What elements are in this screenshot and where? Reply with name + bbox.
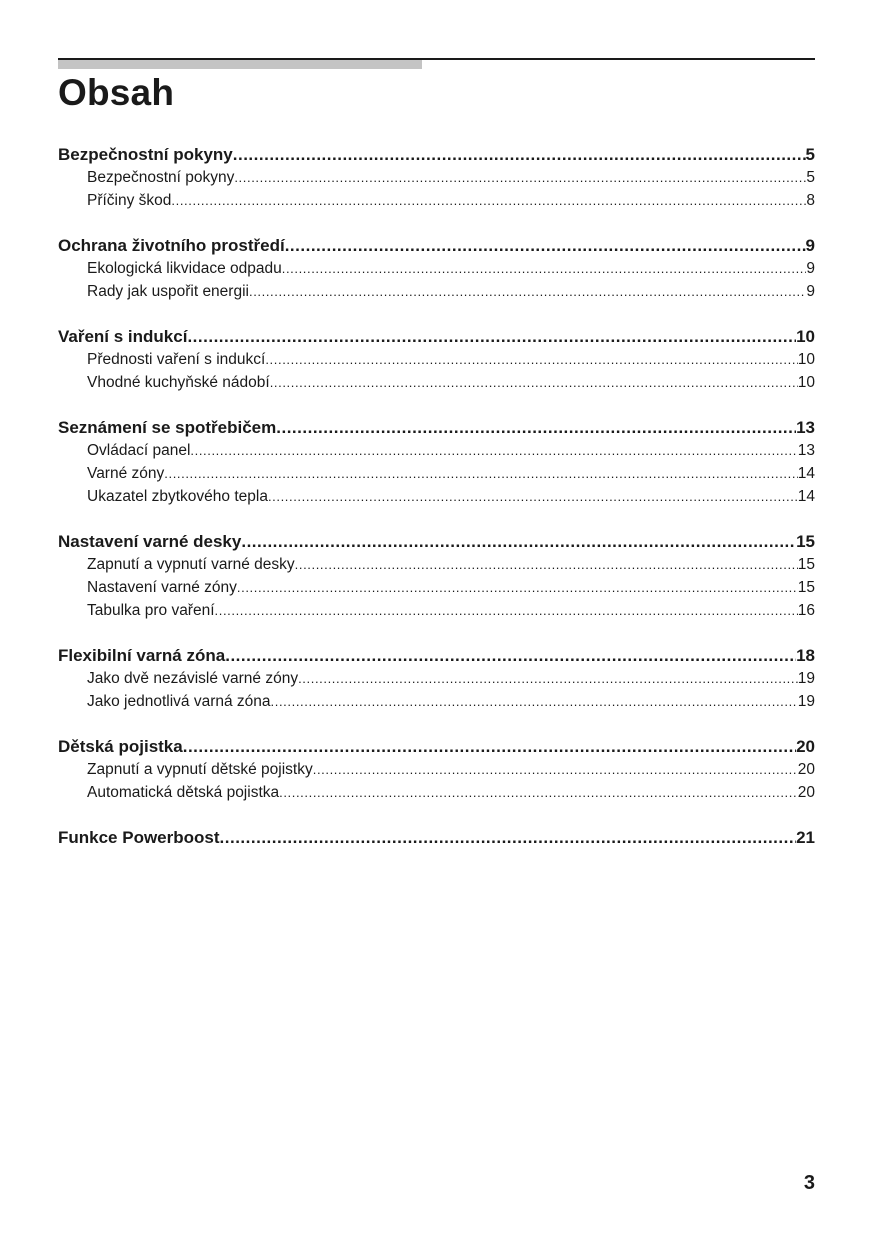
toc-section bbox=[58, 143, 815, 212]
dot-leader bbox=[271, 690, 798, 713]
dot-leader bbox=[249, 280, 806, 303]
toc-subentry-page: 16 bbox=[798, 599, 815, 622]
dot-leader bbox=[282, 257, 807, 280]
toc-subentry-title: Jako dvě nezávislé varné zóny bbox=[87, 667, 298, 690]
toc-chapter[interactable] bbox=[58, 530, 815, 553]
toc-chapter-page: 20 bbox=[796, 737, 815, 756]
toc-subentry[interactable] bbox=[58, 758, 815, 781]
toc-subentry-title: Ukazatel zbytkového tepla bbox=[87, 485, 268, 508]
dot-leader bbox=[285, 234, 806, 257]
dot-leader bbox=[233, 143, 806, 166]
dot-leader bbox=[295, 553, 798, 576]
header-accent-bar bbox=[58, 60, 422, 69]
toc-subentry-title: Nastavení varné zóny bbox=[87, 576, 237, 599]
toc-subentry-page: 8 bbox=[806, 189, 815, 212]
toc-chapter[interactable] bbox=[58, 416, 815, 439]
toc-chapter-page: 21 bbox=[796, 828, 815, 847]
toc-subentry[interactable] bbox=[58, 485, 815, 508]
toc-chapter[interactable] bbox=[58, 735, 815, 758]
toc-subentry[interactable] bbox=[58, 553, 815, 576]
dot-leader bbox=[190, 439, 797, 462]
toc-subentry[interactable] bbox=[58, 576, 815, 599]
toc-subentry-title: Ekologická likvidace odpadu bbox=[87, 257, 282, 280]
toc-subentry-page: 14 bbox=[798, 462, 815, 485]
toc-subentry-page: 20 bbox=[798, 758, 815, 781]
toc-section bbox=[58, 325, 815, 394]
toc-subentry[interactable] bbox=[58, 280, 815, 303]
dot-leader bbox=[215, 599, 798, 622]
toc-chapter-title: Bezpečnostní pokyny bbox=[58, 145, 233, 164]
toc-subentry-page: 13 bbox=[798, 439, 815, 462]
toc-subentry-page: 15 bbox=[798, 576, 815, 599]
dot-leader bbox=[171, 189, 806, 212]
toc-subentry[interactable] bbox=[58, 189, 815, 212]
toc-subentry-title: Varné zóny bbox=[87, 462, 164, 485]
dot-leader bbox=[234, 166, 806, 189]
toc-section bbox=[58, 644, 815, 713]
toc-subentry[interactable] bbox=[58, 166, 815, 189]
toc-chapter-title: Seznámení se spotřebičem bbox=[58, 418, 277, 437]
toc-chapter[interactable] bbox=[58, 325, 815, 348]
table-of-contents bbox=[58, 143, 815, 871]
toc-subentry[interactable] bbox=[58, 348, 815, 371]
toc-subentry[interactable] bbox=[58, 599, 815, 622]
toc-subentry-title: Přednosti vaření s indukcí bbox=[87, 348, 265, 371]
toc-subentry-page: 19 bbox=[798, 690, 815, 713]
toc-chapter-title: Flexibilní varná zóna bbox=[58, 646, 226, 665]
toc-chapter-page: 13 bbox=[796, 418, 815, 437]
dot-leader bbox=[313, 758, 798, 781]
toc-subentry-page: 10 bbox=[798, 348, 815, 371]
dot-leader bbox=[276, 416, 796, 439]
toc-section bbox=[58, 234, 815, 303]
toc-subentry-title: Rady jak uspořit energii bbox=[87, 280, 249, 303]
toc-subentry-page: 15 bbox=[798, 553, 815, 576]
toc-chapter[interactable] bbox=[58, 234, 815, 257]
dot-leader bbox=[279, 781, 798, 804]
dot-leader bbox=[270, 371, 798, 394]
dot-leader bbox=[183, 735, 796, 758]
dot-leader bbox=[220, 826, 797, 849]
toc-chapter-title: Vaření s indukcí bbox=[58, 327, 188, 346]
toc-chapter[interactable] bbox=[58, 143, 815, 166]
toc-subentry-page: 19 bbox=[798, 667, 815, 690]
toc-section bbox=[58, 826, 815, 849]
toc-chapter-page: 9 bbox=[805, 236, 815, 255]
toc-chapter-title: Dětská pojistka bbox=[58, 737, 183, 756]
toc-subentry-title: Bezpečnostní pokyny bbox=[87, 166, 234, 189]
toc-subentry-title: Příčiny škod bbox=[87, 189, 171, 212]
toc-chapter[interactable] bbox=[58, 826, 815, 849]
toc-chapter-page: 10 bbox=[796, 327, 815, 346]
toc-chapter-title: Nastavení varné desky bbox=[58, 532, 242, 551]
toc-subentry-page: 10 bbox=[798, 371, 815, 394]
dot-leader bbox=[237, 576, 798, 599]
toc-subentry[interactable] bbox=[58, 690, 815, 713]
toc-subentry[interactable] bbox=[58, 462, 815, 485]
toc-section bbox=[58, 530, 815, 622]
toc-subentry-title: Ovládací panel bbox=[87, 439, 190, 462]
page-number: 3 bbox=[803, 1172, 815, 1194]
dot-leader bbox=[268, 485, 798, 508]
toc-subentry-title: Automatická dětská pojistka bbox=[87, 781, 279, 804]
toc-subentry-title: Jako jednotlivá varná zóna bbox=[87, 690, 271, 713]
toc-subentry-title: Zapnutí a vypnutí varné desky bbox=[87, 553, 295, 576]
dot-leader bbox=[265, 348, 797, 371]
dot-leader bbox=[241, 530, 796, 553]
toc-subentry[interactable] bbox=[58, 781, 815, 804]
toc-chapter-page: 18 bbox=[796, 646, 815, 665]
toc-section bbox=[58, 416, 815, 508]
toc-chapter-page: 5 bbox=[805, 145, 815, 164]
toc-subentry[interactable] bbox=[58, 257, 815, 280]
toc-subentry-title: Vhodné kuchyňské nádobí bbox=[87, 371, 270, 394]
toc-subentry-title: Zapnutí a vypnutí dětské pojistky bbox=[87, 758, 313, 781]
toc-subentry[interactable] bbox=[58, 371, 815, 394]
toc-subentry-page: 5 bbox=[806, 166, 815, 189]
toc-subentry[interactable] bbox=[58, 667, 815, 690]
dot-leader bbox=[298, 667, 798, 690]
toc-subentry-title: Tabulka pro vaření bbox=[87, 599, 215, 622]
toc-chapter[interactable] bbox=[58, 644, 815, 667]
toc-chapter-title: Ochrana životního prostředí bbox=[58, 236, 285, 255]
toc-section bbox=[58, 735, 815, 804]
toc-subentry[interactable] bbox=[58, 439, 815, 462]
page-title: Obsah bbox=[58, 72, 175, 113]
toc-chapter-title: Funkce Powerboost bbox=[58, 828, 220, 847]
dot-leader bbox=[225, 644, 796, 667]
dot-leader bbox=[164, 462, 797, 485]
dot-leader bbox=[187, 325, 796, 348]
toc-subentry-page: 14 bbox=[798, 485, 815, 508]
toc-chapter-page: 15 bbox=[796, 532, 815, 551]
toc-subentry-page: 20 bbox=[798, 781, 815, 804]
toc-subentry-page: 9 bbox=[806, 257, 815, 280]
toc-subentry-page: 9 bbox=[806, 280, 815, 303]
